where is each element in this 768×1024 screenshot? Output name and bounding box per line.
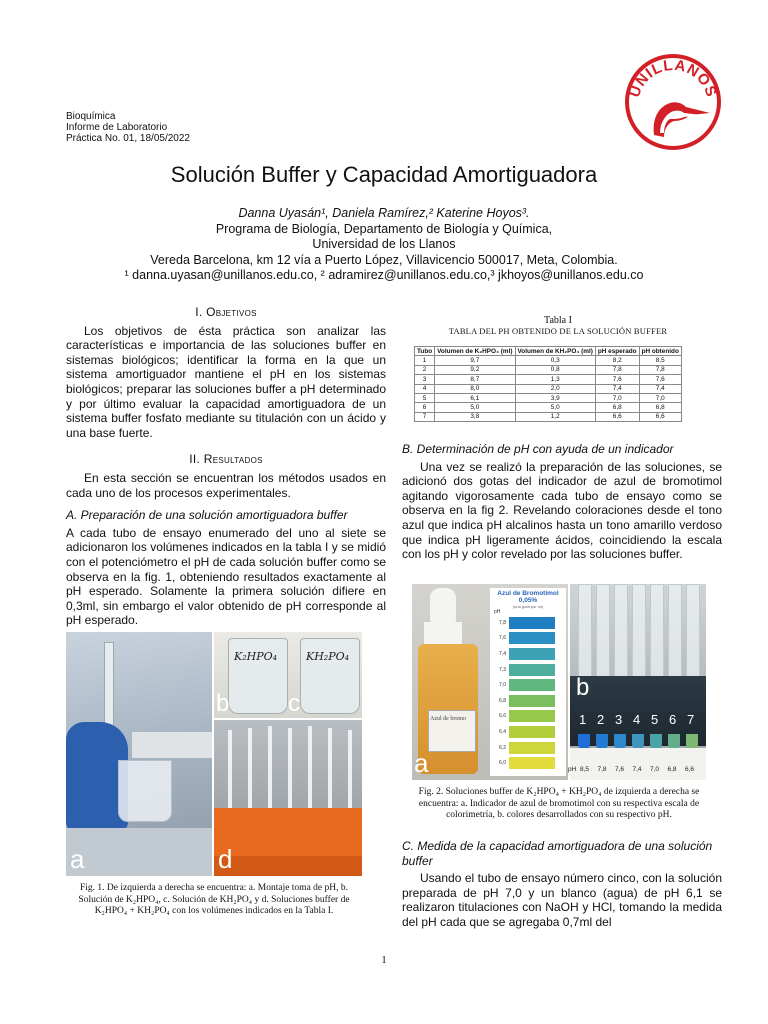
subsection-heading-b: B. Determinación de pH con ayuda de un indicador [402,442,674,456]
table-cell: 6 [415,403,435,412]
table-title: Tabla I [544,315,572,326]
subsection-b-paragraph: Una vez se realizó la preparación de las soluciones, se adicionó dos gotas del indicador de azul de bromotimol agitando vigorosamente cada tubo de ensayo como se observa en la fig 2. Revelando coloraciones desde el tono azul que indica pH alcalinos hasta un tono amarillo verdoso que indica pH ligeramente ácidos, coincidiendo la escala con los pH y color revelado por las soluciones buffer. [402,459,722,562]
ph-row-value: 7,8 [597,766,607,773]
report-type: Informe de Laboratorio [66,122,168,133]
table-cell: 7,6 [639,375,681,384]
subsection-c-paragraph: Usando el tubo de ensayo número cinco, con la solución preparada de pH 7,0 y un blanco (agua) de pH 6,1 se realizaron titulaciones con NaOH y HCl, tomando la medida del pH cada que se agregaba 0,7ml del [402,871,722,929]
authors-block [0,206,768,284]
table-cell: 7,8 [639,365,681,374]
table-header-cell: pH esperado [595,347,639,356]
subsection-heading-a: A. Preparación de una solución amortiguadora buffer [66,508,348,523]
table-cell: 1,3 [515,375,595,384]
test-tube [650,584,664,682]
ph-row-value: 6,6 [685,766,695,773]
table-cell: 2,0 [515,384,595,393]
fig2-scale-note: (una gota por ml) [512,604,544,609]
test-tube [596,584,610,682]
fig1-photo-d [214,720,362,876]
table-cell: 6,8 [639,403,681,412]
fig2-bottle-label: Azul de bromo [430,716,466,722]
table-row [415,365,682,374]
ph-row-label: pH [568,766,577,773]
scale-swatch [509,710,555,722]
fig2-label-b: b [576,674,590,701]
fig2-scale-title: Azul de Bromotimol 0,05% [497,590,559,604]
table-cell: 2 [415,365,435,374]
table-cell: 7,0 [595,393,639,402]
scale-row [490,677,566,693]
table-cell: 6,6 [595,412,639,421]
affiliation-university: Universidad de los Llanos [312,237,456,251]
table-header-cell: pH obtenido [639,347,681,356]
table-cell: 8,2 [595,356,639,365]
scale-value: 6,6 [499,713,506,720]
tube-number: 3 [615,712,623,727]
table-cell: 4 [415,384,435,393]
fig2-scale-ph: pH [494,609,501,615]
table-cell: 9,2 [435,365,515,374]
tube-number: 2 [597,712,605,727]
scale-value: 7,3 [499,666,506,673]
affiliation-address: Vereda Barcelona, km 12 vía a Puerto López, Villavicencio 500017, Meta, Colombia. [150,252,618,267]
scale-value: 7,6 [499,635,506,642]
practice-info: Práctica No. 01, 18/05/2022 [66,133,190,144]
table-cell: 3 [415,375,435,384]
scale-row [490,740,566,756]
fig1-beaker-b-label: K₂HPO₄ [234,650,278,663]
table-cell: 0,3 [515,356,595,365]
scale-value: 7,0 [499,682,506,689]
scale-swatch [509,742,555,754]
course-header [66,111,190,144]
page-number: 1 [381,954,387,966]
fig1-photo-a [66,632,212,876]
fig1-label-c: c [288,690,300,717]
scale-row [490,615,566,631]
table-cell: 9,7 [435,356,515,365]
table-subtitle: TABLA DEL PH OBTENIDO DE LA SOLUCIÓN BUFFER [448,326,668,336]
fig1-label-a: a [70,844,85,874]
table-cell: 7,4 [639,384,681,393]
scale-value: 6,2 [499,744,506,751]
tube-number: 4 [633,712,641,727]
table-cell: 5 [415,393,435,402]
tube-number: 5 [651,712,659,727]
table-cell: 6,1 [435,393,515,402]
table-row [415,384,682,393]
table-cell: 7,6 [595,375,639,384]
table-row [415,375,682,384]
subsection-heading-c: C. Medida de la capacidad amortiguadora de una solución buffer [402,839,713,868]
test-tube [614,584,628,682]
table-cell: 8,7 [435,375,515,384]
scale-value: 7,4 [499,650,506,657]
results-table [414,346,682,422]
table-header-cell: Volumen de K₂HPO₄ (ml) [435,347,515,356]
table-cell: 3,8 [435,412,515,421]
scale-row [490,662,566,678]
scale-swatch [509,664,555,676]
table-header-cell: Volumen de KH₂PO₄ (ml) [515,347,595,356]
table-cell: 6,6 [639,412,681,421]
author-emails: ¹ danna.uyasan@unillanos.edu.co, ² adramirez@unillanos.edu.co,³ jkhoyos@unillanos.edu.co [124,268,644,282]
course-name: Bioquímica [66,111,116,122]
section-heading-resultados: II. Resultados [189,452,263,467]
fig1-label-d: d [218,844,233,874]
scale-row [490,709,566,725]
author-names: Danna Uyasán¹, Daniela Ramírez,² Katerine Hoyos³. [238,206,530,220]
scale-value: 7,8 [499,619,506,626]
fig1-photo-bc [214,632,362,718]
test-tube [632,584,646,682]
section-heading-objetivos: I. Objetivos [195,305,257,319]
svg-text:UNILLANOS: UNILLANOS [625,56,721,100]
tube-number: 1 [579,712,587,727]
scale-row [490,646,566,662]
fig2-photo-b [570,584,706,780]
fig1-label-b: b [216,690,230,717]
right-column [402,442,722,562]
paper-title: Solución Buffer y Capacidad Amortiguadora [170,162,598,187]
ph-row-value: 7,6 [615,766,625,773]
fig1-beaker-c-label: KH₂PO₄ [306,650,350,663]
fig1-caption: Fig. 1. De izquierda a derecha se encuentra: a. Montaje toma de pH, b. Solución de K₂HPO₄, c. Solución de KH₂PO₄ y d. Soluciones buffer de K₂HPO₄ + KH₂PO₄ con los volúmenes indicados en la Tabla I. [78,883,350,916]
scale-row [490,693,566,709]
scale-row [490,724,566,740]
affiliation-program: Programa de Biología, Departamento de Biología y Química, [215,221,553,236]
ph-row-value: 6,8 [667,766,677,773]
table-cell: 1 [415,356,435,365]
table-cell: 6,8 [595,403,639,412]
tube-number: 6 [669,712,677,727]
table-cell: 7,0 [639,393,681,402]
test-tube [686,584,700,682]
scale-swatch [509,648,555,660]
table-row [415,412,682,421]
scale-value: 6,4 [499,728,506,735]
table-row [415,403,682,412]
table-cell: 5,0 [435,403,515,412]
ph-row-value: 8,5 [580,766,590,773]
table-cell: 7,8 [595,365,639,374]
fig2-photo-a [412,584,568,780]
test-tube [668,584,682,682]
ph-row-value: 7,4 [632,766,642,773]
left-column [66,305,386,628]
table-row [415,356,682,365]
table-cell: 1,2 [515,412,595,421]
table-cell: 7 [415,412,435,421]
resultados-intro-paragraph: En esta sección se encuentran los métodos usados en cada uno de los procesos experimentales. [66,470,386,500]
unillanos-logo [624,53,722,151]
scale-value: 6,0 [499,760,506,767]
scale-swatch [509,695,555,707]
table-cell: 8,0 [435,384,515,393]
fig2-label-a: a [414,748,429,778]
table-cell: 5,0 [515,403,595,412]
tube-number: 7 [687,712,695,727]
table-cell: 0,8 [515,365,595,374]
fig2-caption: Fig. 2. Soluciones buffer de K₂HPO₄ + KH₂PO₄ de izquierda a derecha se encuentra: a. Indicador de azul de bromotimol con su respectiva escala de colorimetría, b. colores desarrollados con su respectivo pH. [418,787,700,820]
scale-row [490,631,566,647]
fig2-scale-card [490,588,566,776]
table-cell: 7,4 [595,384,639,393]
scale-swatch [509,632,555,644]
right-column-c [402,839,722,930]
scale-swatch [509,617,555,629]
objetivos-paragraph: Los objetivos de ésta práctica son analizar las características e importancia de las soluciones buffer en sistemas biológicos; identificar la forma en la que un sistema amortiguador mantiene el pH en los sistemas biológicos; preparar las soluciones buffer a pH determinado y por último evaluar la capacidad amortiguadora de un sistema buffer fosfato mediante su titulación con un ácido y una base fuerte. [66,323,386,440]
table-cell: 8,5 [639,356,681,365]
ph-row-value: 7,0 [650,766,660,773]
table-heading [398,315,718,336]
scale-value: 6,8 [499,697,506,704]
scale-swatch [509,726,555,738]
table-row [415,393,682,402]
test-tube [578,584,592,682]
scale-row [490,755,566,771]
table-cell: 3,9 [515,393,595,402]
scale-swatch [509,679,555,691]
scale-swatch [509,757,555,769]
subsection-a-paragraph: A cada tubo de ensayo enumerado del uno al siete se adicionaron los volúmenes indicados en la tabla I y se midió con el potenciómetro el pH de cada solución buffer como se observa en la fig. 1, obteniendo resultados exactamente al pH esperado. Solamente la primera solución difiere en 0,3ml, sin embargo el valor obtenido de pH corresponde al pH esperado. [66,525,386,628]
table-header-cell: Tubo [415,347,435,356]
